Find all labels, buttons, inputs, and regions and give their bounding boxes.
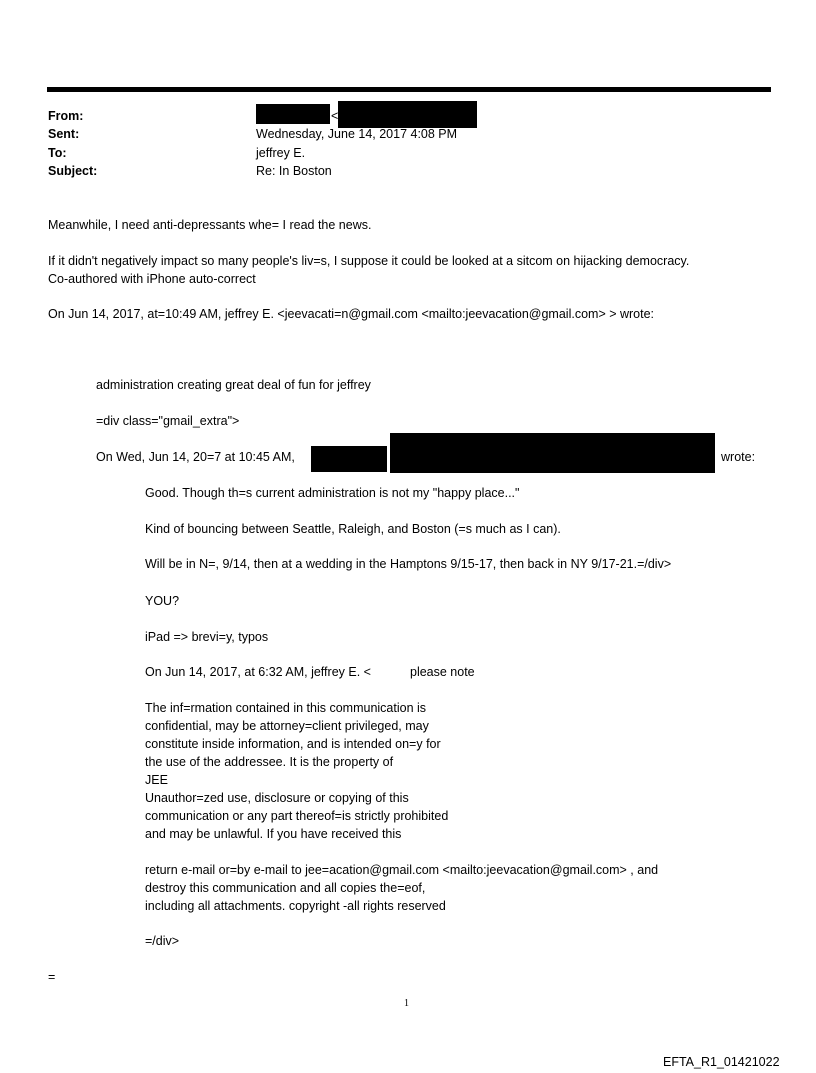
quote-line: Will be in N=, 9/14, then at a wedding in the Hamptons 9/15-17, then back in NY 9/17-21.=/div>	[145, 557, 672, 571]
trailing-mark: =	[48, 970, 56, 984]
subject-label: Subject:	[48, 164, 98, 178]
sent-label: Sent:	[48, 127, 80, 141]
body-line: If it didn't negatively impact so many people's liv=s, I suppose it could be looked at a sitcom on hijacking democracy.	[48, 254, 690, 268]
sent-value: Wednesday, June 14, 2017 4:08 PM	[256, 127, 458, 141]
quote-line: Kind of bouncing between Seattle, Raleigh, and Boston (=s much as I can).	[145, 522, 561, 536]
body-line: On Jun 14, 2017, at=10:49 AM, jeffrey E. <jeevacati=n@gmail.com <mailto:jeevacation@gmail.com> > wrote:	[48, 307, 655, 321]
from-label: From:	[48, 109, 84, 123]
disclaimer-line: Unauthor=zed use, disclosure or copying of this	[145, 791, 409, 805]
redaction-box	[311, 446, 387, 472]
quote-line: iPad => brevi=y, typos	[145, 630, 269, 644]
disclaimer-line: and may be unlawful. If you have received this	[145, 827, 402, 841]
redaction-box	[338, 101, 477, 128]
to-label: To:	[48, 146, 67, 160]
quote-line: YOU?	[145, 594, 180, 608]
disclaimer-line: The inf=rmation contained in this communication is	[145, 701, 427, 715]
quote-line: Good. Though th=s current administration is not my "happy place..."	[145, 486, 520, 500]
quote-line: administration creating great deal of fun for jeffrey	[96, 378, 371, 392]
disclaimer-line: return e-mail or=by e-mail to jee=acation@gmail.com <mailto:jeevacation@gmail.com> , and	[145, 863, 659, 877]
quote-line: =div class="gmail_extra">	[96, 414, 240, 428]
to-value: jeffrey E.	[256, 146, 306, 160]
disclaimer-line: JEE	[145, 773, 168, 787]
quote-attribution: On Wed, Jun 14, 20=7 at 10:45 AM,	[96, 450, 295, 464]
document-id: EFTA_R1_01421022	[663, 1055, 780, 1069]
body-line: Co-authored with iPhone auto-correct	[48, 272, 256, 286]
disclaimer-line: communication or any part thereof=is strictly prohibited	[145, 809, 449, 823]
quote-line: please note	[410, 665, 475, 679]
page-number: 1	[404, 998, 409, 1009]
disclaimer-line: constitute inside information, and is intended on=y for	[145, 737, 441, 751]
disclaimer-line: the use of the addressee. It is the property of	[145, 755, 394, 769]
quote-attribution: On Jun 14, 2017, at 6:32 AM, jeffrey E. <	[145, 665, 371, 679]
redaction-box	[390, 433, 715, 473]
disclaimer-line: destroy this communication and all copies the=eof,	[145, 881, 426, 895]
quote-wrote: wrote:	[721, 450, 756, 464]
header-rule	[47, 87, 771, 92]
body-line: Meanwhile, I need anti-depressants whe= I read the news.	[48, 218, 372, 232]
quote-close: =/div>	[145, 934, 180, 948]
subject-value: Re: In Boston	[256, 164, 332, 178]
from-value: <	[331, 109, 339, 123]
redaction-box	[256, 104, 330, 124]
disclaimer-line: confidential, may be attorney=client privileged, may	[145, 719, 429, 733]
disclaimer-line: including all attachments. copyright -all rights reserved	[145, 899, 446, 913]
